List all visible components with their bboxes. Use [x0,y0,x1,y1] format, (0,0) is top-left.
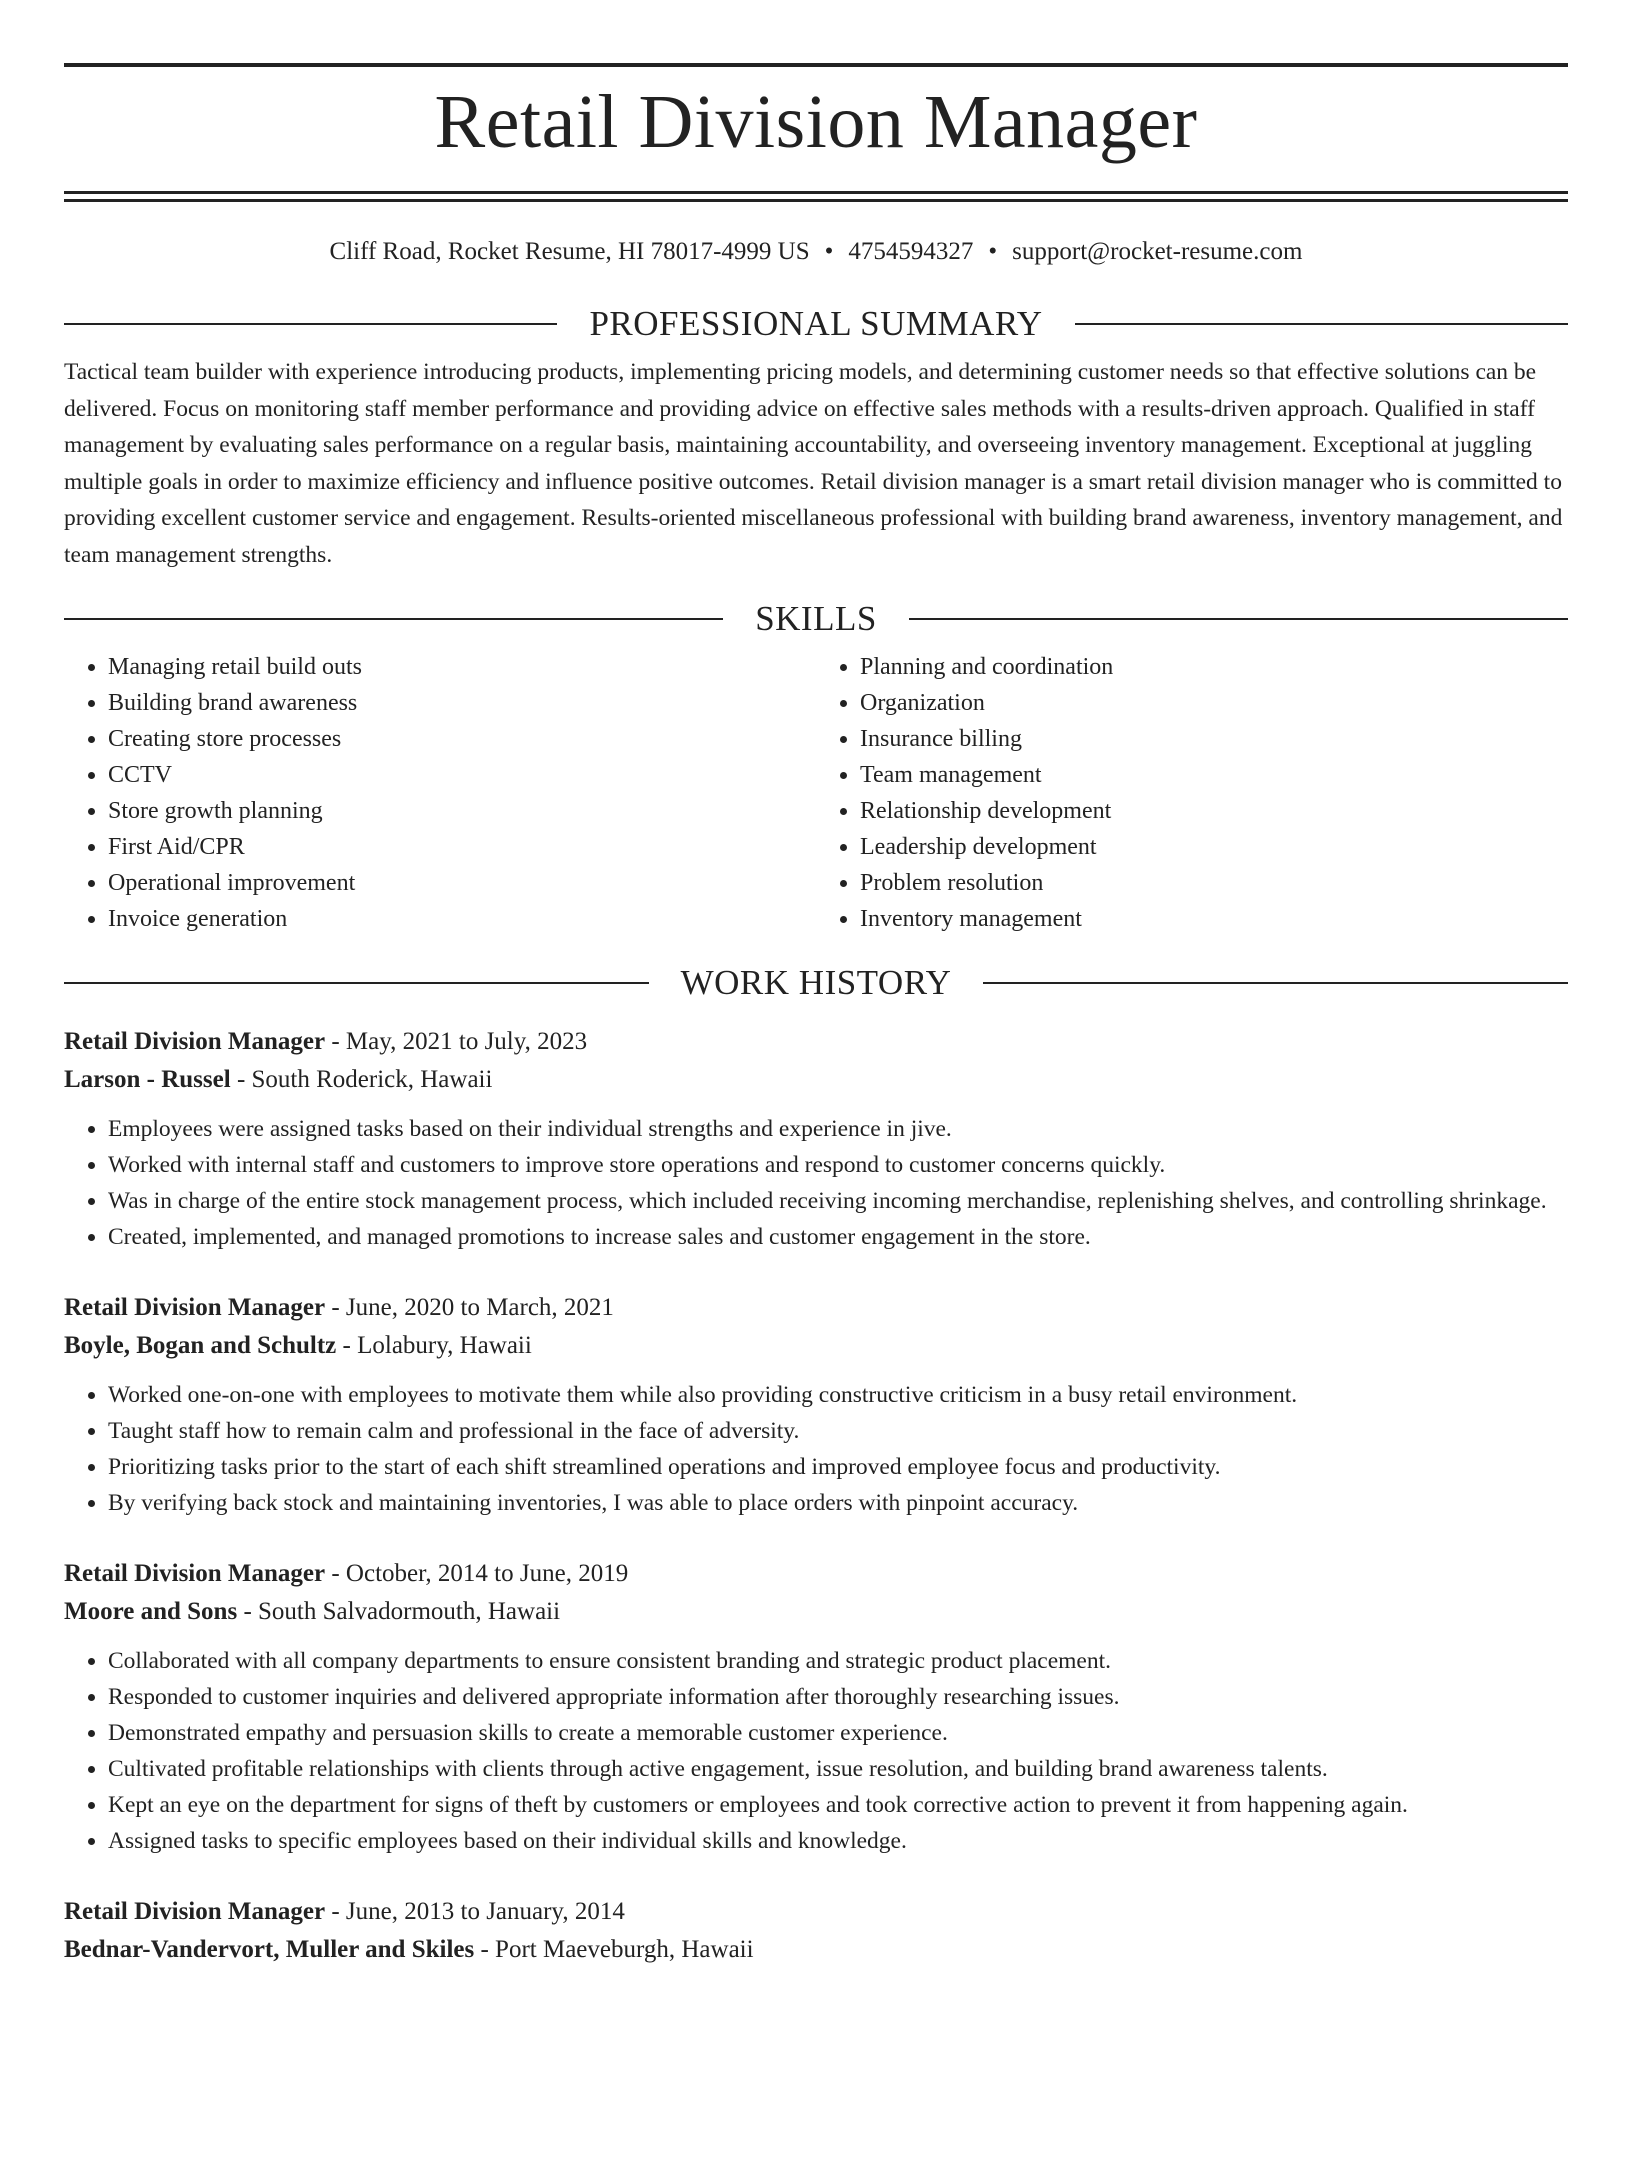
summary-text: Tactical team builder with experience introducing products, implementing pricing models, and determining customer needs so that effective solutions can be delivered. Focus on monitoring staff member performance and providing advice on effective sales methods with a results-driven approach. Qualified in staff management by evaluating sales performance on a regular basis, maintaining accountability, and overseeing inventory management. Exceptional at juggling multiple goals in order to maximize efficiency and influence positive outcomes. Retail division manager is a smart retail division manager who is committed to providing excellent customer service and engagement. Results-oriented miscellaneous professional with building brand awareness, inventory management, and team management strengths. [64,359,1563,568]
job-role: Retail Division Manager [64,1897,326,1925]
header-top-rule [64,63,1568,67]
skill-item: • Insurance billing [860,721,1568,757]
job-bullet: • Employees were assigned tasks based on their individual strengths and experience in jive. [108,1111,1568,1147]
job-bullet: • Kept an eye on the department for signs of theft by customers or employees and took corrective action to prevent it from happening again. [108,1787,1568,1823]
skills-list-left [64,649,816,937]
job-company: Moore and Sons [64,1597,238,1625]
summary-heading [64,302,1568,346]
skill-item: • Organization [860,685,1568,721]
job-location: - Lolabury, Hawaii [336,1331,532,1359]
job-dates: - October, 2014 to June, 2019 [325,1559,629,1587]
heading-rule-right [909,618,1568,620]
heading-rule-left [64,618,723,620]
job-company: Larson - Russel [64,1065,231,1093]
job-company: Boyle, Bogan and Schultz [64,1331,337,1359]
skills-heading [64,597,1568,641]
skill-item: • Operational improvement [108,865,816,901]
skill-item: • Inventory management [860,901,1568,937]
job-dates: - May, 2021 to July, 2023 [325,1027,588,1055]
skills-title: SKILLS [755,598,877,638]
job-bullet: • Collaborated with all company departments to ensure consistent branding and strategic product placement. [108,1643,1568,1679]
job-bullet: • Cultivated profitable relationships with clients through active engagement, issue resolution, and building brand awareness talents. [108,1751,1568,1787]
job-bullet: • Assigned tasks to specific employees based on their individual skills and knowledge. [108,1823,1568,1859]
job-entry [64,1893,1568,1969]
job-bullets [64,1377,1568,1521]
job-entry [64,1023,1568,1255]
skill-item: • Planning and coordination [860,649,1568,685]
skill-item: • Problem resolution [860,865,1568,901]
skill-item: • Leadership development [860,829,1568,865]
job-company: Bednar-Vandervort, Muller and Skiles [64,1935,475,1963]
job-dates: - June, 2020 to March, 2021 [325,1293,614,1321]
heading-rule-right [983,982,1568,984]
job-company-line [64,1593,1568,1631]
job-bullet: • Created, implemented, and managed promotions to increase sales and customer engagement in the store. [108,1219,1568,1255]
job-bullet: • By verifying back stock and maintaining inventories, I was able to place orders with pinpoint accuracy. [108,1485,1568,1521]
contact-line [64,236,1568,268]
job-role: Retail Division Manager [64,1027,326,1055]
skills-columns [64,649,1568,937]
job-role: Retail Division Manager [64,1293,326,1321]
job-bullet: • Was in charge of the entire stock management process, which included receiving incoming merchandise, replenishing shelves, and controlling shrinkage. [108,1183,1568,1219]
heading-rule-right [1075,323,1568,325]
work-title: WORK HISTORY [680,962,952,1002]
resume-title: Retail Division Manager [434,80,1198,164]
job-company-line [64,1061,1568,1099]
job-entry [64,1555,1568,1859]
heading-rule-left [64,323,557,325]
job-company-line [64,1931,1568,1969]
job-location: - South Salvadormouth, Hawaii [237,1597,561,1625]
job-company-line [64,1327,1568,1365]
skill-item: • CCTV [108,757,816,793]
skill-item: • Building brand awareness [108,685,816,721]
job-bullet: • Worked one-on-one with employees to motivate them while also providing constructive criticism in a busy retail environment. [108,1377,1568,1413]
job-bullet: • Worked with internal staff and customers to improve store operations and respond to customer concerns quickly. [108,1147,1568,1183]
work-heading [64,961,1568,1005]
heading-rule-left [64,982,649,984]
job-dates: - June, 2013 to January, 2014 [325,1897,625,1925]
skill-item: • Invoice generation [108,901,816,937]
skill-item: • Creating store processes [108,721,816,757]
job-location: - South Roderick, Hawaii [230,1065,493,1093]
contact-separator: • [988,238,998,265]
job-bullet: • Taught staff how to remain calm and professional in the face of adversity. [108,1413,1568,1449]
skill-item: • Relationship development [860,793,1568,829]
job-entry [64,1289,1568,1521]
contact-email: support@rocket-resume.com [1012,238,1303,265]
skill-item: • Managing retail build outs [108,649,816,685]
job-bullet: • Demonstrated empathy and persuasion skills to create a memorable customer experience. [108,1715,1568,1751]
contact-address: Cliff Road, Rocket Resume, HI 78017-4999 US [329,238,810,265]
contact-phone: 4754594327 [848,238,974,265]
header-double-rule [64,191,1568,202]
skill-item: • Store growth planning [108,793,816,829]
summary-title: PROFESSIONAL SUMMARY [589,304,1043,343]
job-bullets [64,1643,1568,1859]
resume-page [0,63,1632,2175]
skill-item: • Team management [860,757,1568,793]
job-bullet: • Prioritizing tasks prior to the start of each shift streamlined operations and improved employee focus and productivity. [108,1449,1568,1485]
job-bullets [64,1111,1568,1255]
job-role-line [64,1893,1568,1931]
job-role-line [64,1289,1568,1327]
contact-separator: • [824,238,834,265]
job-role-line [64,1555,1568,1593]
skills-list-right [816,649,1568,937]
job-location: - Port Maeveburgh, Hawaii [474,1935,754,1963]
job-bullet: • Responded to customer inquiries and delivered appropriate information after thoroughly researching issues. [108,1679,1568,1715]
skill-item: • First Aid/CPR [108,829,816,865]
job-role: Retail Division Manager [64,1559,326,1587]
job-role-line [64,1023,1568,1061]
